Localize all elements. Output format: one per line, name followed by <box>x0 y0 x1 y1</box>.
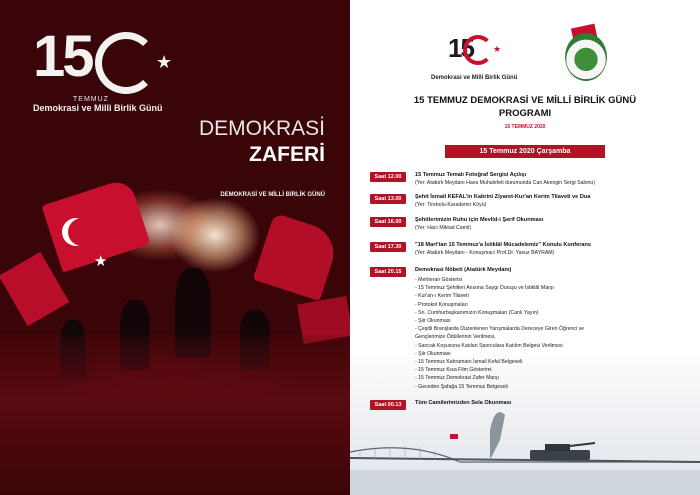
bridge-illustration <box>350 400 700 495</box>
list-item: - 15 Temmuz Kahramanı İsmail Kefal Belgeseli <box>415 359 523 366</box>
event-title: Tüm Camilerimizden Sela Okunması <box>415 400 512 406</box>
list-item: - 15 Temmuz Şehitleri Anısına Saygı Duruşu ve İstiklâl Marşı <box>415 285 554 292</box>
list-item: - 15 Temmuz Demokrasi Zafer Marşı <box>415 375 500 382</box>
event-time: Saat 12.00 <box>370 172 406 182</box>
day-banner: 15 Temmuz 2020 Çarşamba <box>445 145 605 158</box>
event-time: Saat 00.13 <box>370 400 406 410</box>
event-title: Şehit İsmail KEFAL'in Kabrini Ziyaret-Kur'an Kerim Tilaveti ve Dua <box>415 194 591 200</box>
event-detail: (Yer: Atatürk Meydanı - Konuşmacı Prof.Dr. Yavuz BAYRAM) <box>415 250 555 256</box>
list-item: - Protokol Konuşmaları <box>415 301 468 308</box>
logo-month: TEMMUZ <box>73 96 109 103</box>
cover-tagline: DEMOKRASİ VE MİLLİ BİRLİK GÜNÜ <box>220 192 325 198</box>
cover-title-line1: DEMOKRASİ <box>198 117 325 140</box>
list-item: - Sancak Koşusuna Katılan Sporculara Katılım Belgesi Verilmesi <box>415 342 563 349</box>
event-time: Saat 20.15 <box>370 267 406 277</box>
hand-sculpture-icon <box>490 412 505 460</box>
flag-crescent-icon <box>68 218 96 246</box>
municipality-seal-icon <box>565 33 607 81</box>
small-flag-icon <box>450 434 458 439</box>
event-time: Saat 17.30 <box>370 242 406 252</box>
event-detail: (Yer: Tirebolu-Karademir Köyü) <box>415 202 487 208</box>
cover-title-line2: ZAFERİ <box>249 143 325 166</box>
event-title: Demokrasi Nöbeti (Atatürk Meydanı) <box>415 267 512 273</box>
program-title-line2: PROGRAMI <box>498 108 552 119</box>
list-item: Gençlerimize Ödüllerinin Verilmesi, <box>415 334 496 341</box>
program-date: 15 TEMMUZ 2020 <box>504 124 546 130</box>
15-temmuz-logo <box>33 24 173 108</box>
event-detail: (Yer: Hacı Miktad Camii) <box>415 225 472 231</box>
program-logo-caption: Demokrasi ve Milli Birlik Günü <box>431 75 518 81</box>
logo-star-icon: ★ <box>156 52 173 72</box>
tank-icon <box>530 450 590 460</box>
crowd-background <box>0 335 350 495</box>
turkish-flag-right <box>253 213 341 301</box>
program-title-line1: 15 TEMMUZ DEMOKRASİ VE MİLLİ BİRLİK GÜNÜ <box>413 95 637 106</box>
event-time: Saat 16.00 <box>370 217 406 227</box>
program-logo-ring-icon <box>463 35 493 65</box>
program-panel <box>350 0 700 495</box>
watch-activity-list <box>415 276 584 391</box>
list-item: - Şiir Okunması <box>415 318 451 325</box>
list-item: - Şiir Okunması <box>415 350 451 357</box>
flag-star-icon: ★ <box>94 253 108 270</box>
event-title: "18 Mart'tan 15 Temmuz'a İstiklâl Mücadelemiz" Konulu Konferans <box>415 242 592 248</box>
program-logo-number: 15 <box>448 33 473 63</box>
event-title: Şehitlerimizin Ruhu için Mevlid-i Şerif Okunması <box>415 217 544 223</box>
list-item: - Sn. Cumhurbaşkanımızın Konuşmaları (Canlı Yayın) <box>415 309 539 316</box>
event-detail: (Yer: Atatürk Meydanı Hava Muhalefeti durumunda Can Akengin Sergi Salonu) <box>415 180 596 186</box>
list-item: - Çeşitli Branşlarda Düzenlenen Yarışmalarda Dereceye Giren Öğrenci ve <box>415 326 585 333</box>
event-time: Saat 13.00 <box>370 194 406 204</box>
program-title <box>350 94 700 120</box>
list-item: - Kur'an-ı Kerim Tilaveti <box>415 293 469 300</box>
turkish-flag-left <box>0 252 69 326</box>
program-logo-star-icon: ★ <box>493 44 502 54</box>
logo-number: 15 <box>33 24 92 89</box>
list-item: - Mehteran Gösterisi <box>415 277 462 283</box>
logo-ring-icon <box>95 32 157 94</box>
event-title: 15 Temmuz Temalı Fotoğraf Sergisi Açılışı <box>415 172 527 178</box>
list-item: - Geceden Şafağa 15 Temmuz Belgeseli <box>415 383 508 390</box>
list-item: - 15 Temmuz Kısa Film Gösterimi <box>415 367 492 374</box>
cover-subtitle: Demokrasi ve Milli Birlik Günü <box>33 103 163 113</box>
